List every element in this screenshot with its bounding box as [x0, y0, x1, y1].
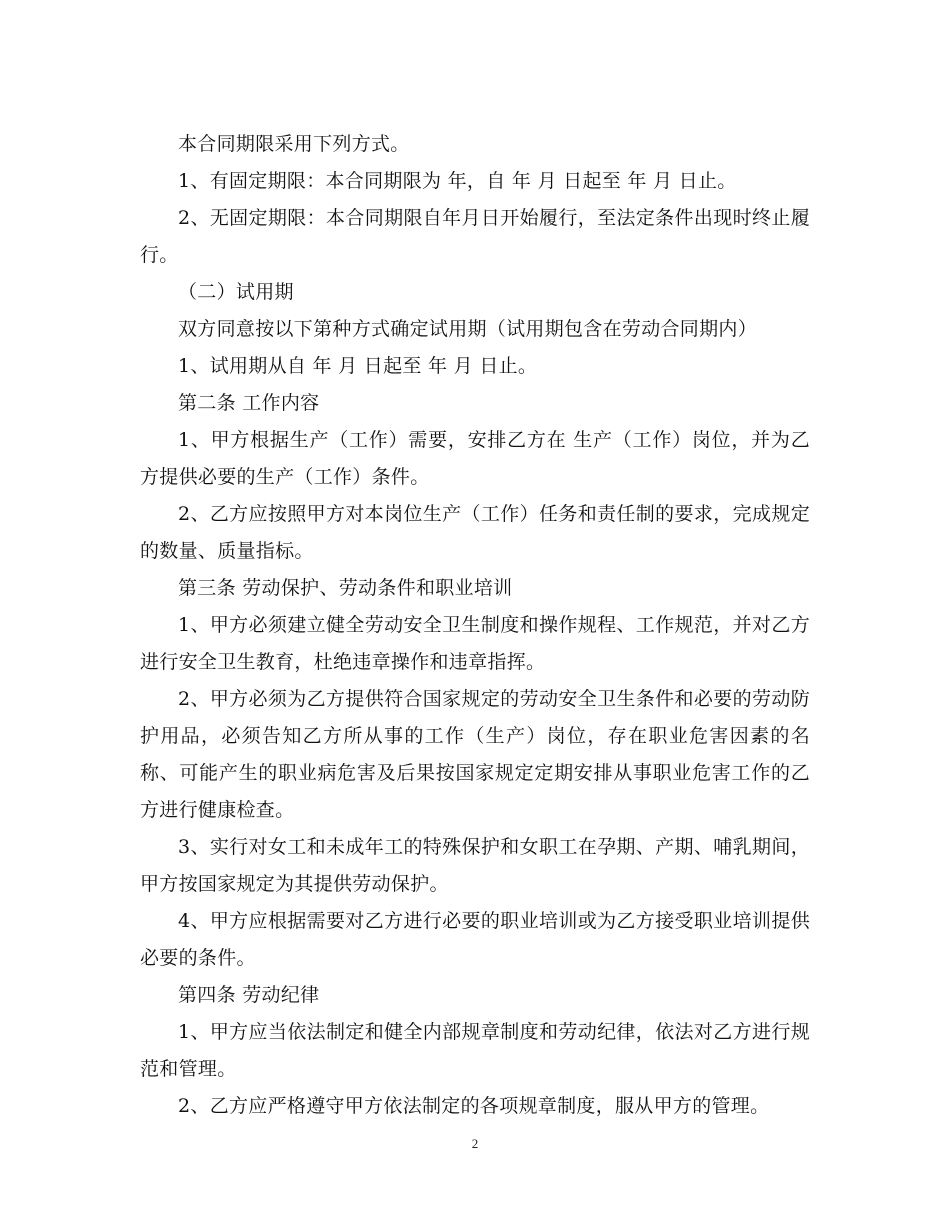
paragraph-safety-rules: 1、甲方必须建立健全劳动安全卫生制度和操作规程、工作规范，并对乙方进行安全卫生教育，杜绝违章操作和违章指挥。	[140, 614, 810, 673]
paragraph-probation-method: 双方同意按以下第种方式确定试用期（试用期包含在劳动合同期内）	[178, 318, 758, 340]
paragraph-probation-period: 1、试用期从自 年 月 日起至 年 月 日止。	[178, 355, 538, 377]
paragraph-fixed-term: 1、有固定期限：本合同期限为 年，自 年 月 日起至 年 月 日止。	[178, 170, 737, 192]
paragraph-special-protection: 3、实行对女工和未成年工的特殊保护和女职工在孕期、产期、哺乳期间，甲方按国家规定为其提供劳动保护。	[140, 836, 810, 895]
section-heading-probation: （二）试用期	[178, 281, 294, 303]
article-heading-2: 第二条 工作内容	[178, 392, 320, 414]
paragraph-internal-rules: 1、甲方应当依法制定和健全内部规章制度和劳动纪律，依法对乙方进行规范和管理。	[140, 1021, 810, 1080]
paragraph-compliance: 2、乙方应严格遵守甲方依法制定的各项规章制度，服从甲方的管理。	[178, 1095, 770, 1117]
page-number: 2	[471, 1136, 479, 1151]
paragraph-work-requirements: 2、乙方应按照甲方对本岗位生产（工作）任务和责任制的要求，完成规定的数量、质量指标。	[140, 503, 810, 562]
paragraph-training: 4、甲方应根据需要对乙方进行必要的职业培训或为乙方接受职业培训提供必要的条件。	[140, 910, 810, 969]
document-body	[140, 126, 810, 1125]
article-heading-3: 第三条 劳动保护、劳动条件和职业培训	[178, 577, 513, 599]
paragraph-open-term: 2、无固定期限：本合同期限自年月日开始履行，至法定条件出现时终止履行。	[140, 207, 810, 266]
article-heading-4: 第四条 劳动纪律	[178, 984, 320, 1006]
paragraph-protective-conditions: 2、甲方必须为乙方提供符合国家规定的劳动安全卫生条件和必要的劳动防护用品，必须告知乙方所从事的工作（生产）岗位，存在职业危害因素的名称、可能产生的职业病危害及后果按国家规定定期安排从事职业危害工作的乙方进行健康检查。	[140, 688, 810, 821]
paragraph-work-assignment: 1、甲方根据生产（工作）需要，安排乙方在 生产（工作）岗位，并为乙方提供必要的生产（工作）条件。	[140, 429, 810, 488]
paragraph-term-methods: 本合同期限采用下列方式。	[178, 133, 410, 155]
